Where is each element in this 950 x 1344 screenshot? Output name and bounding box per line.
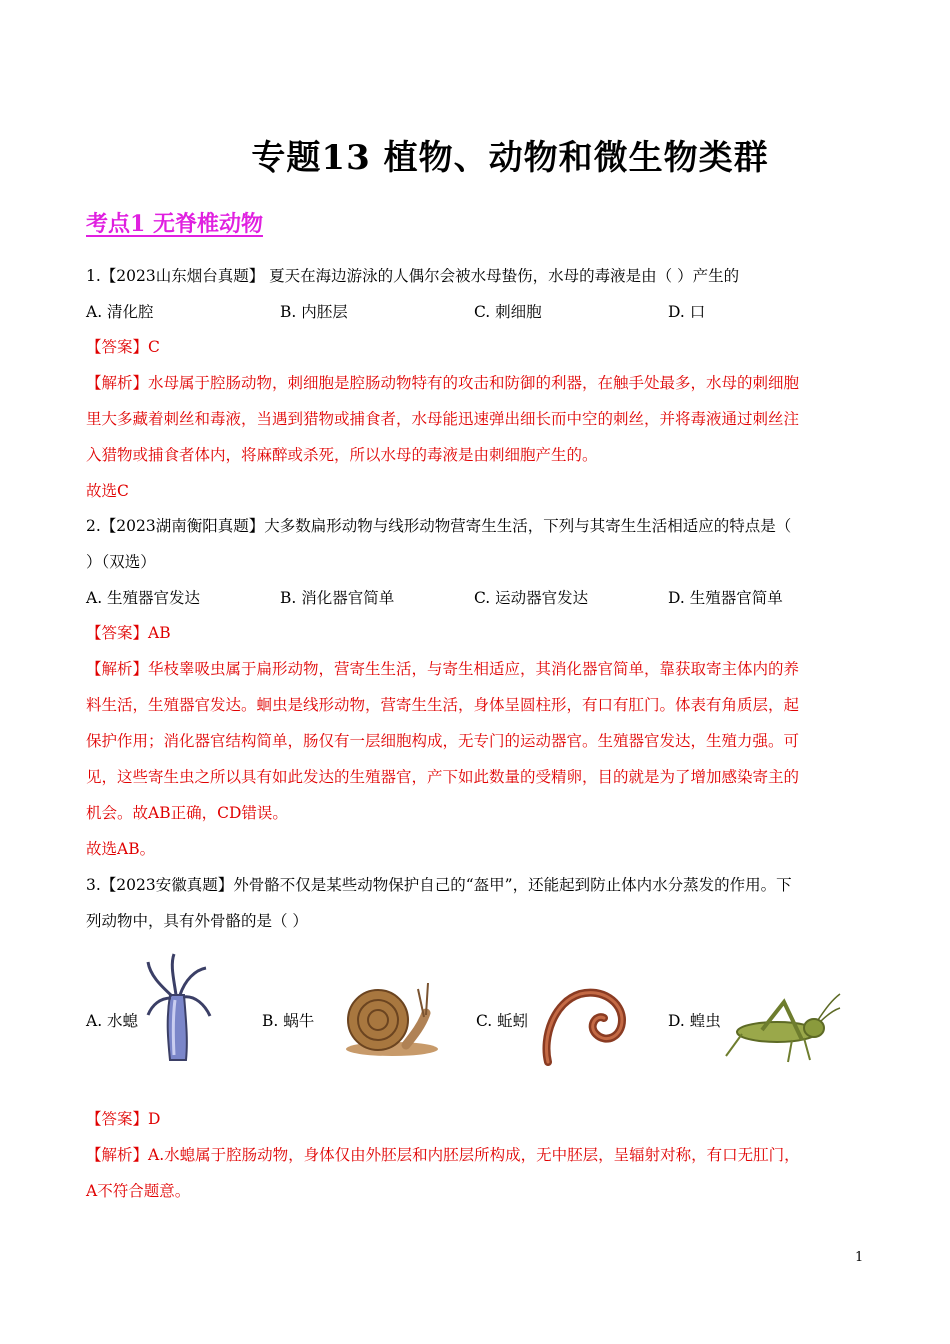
grasshopper-image bbox=[722, 990, 842, 1070]
q1-analysis-line: 入猎物或捕食者体内，将麻醉或杀死，所以水母的毒液是由刺细胞产生的。 bbox=[86, 446, 598, 464]
question-3-stem-cont: 列动物中，具有外骨骼的是（ ） bbox=[86, 912, 308, 930]
q1-analysis-line: 里大多藏着刺丝和毒液，当遇到猎物或捕食者，水母能迅速弹出细长而中空的刺丝，并将毒液通过刺丝注 bbox=[86, 410, 800, 428]
q2-analysis-line: 【解析】华枝睾吸虫属于扁形动物，营寄生生活，与寄生相适应，其消化器官简单，靠获取寄主体内的养 bbox=[86, 660, 800, 678]
q3-analysis-line: A不符合题意。 bbox=[86, 1182, 191, 1200]
question-2-stem: 2.【2023湖南衡阳真题】大多数扁形动物与线形动物营寄生生活，下列与其寄生生活相适应的特点是（ bbox=[86, 517, 792, 535]
page-title: 专题13 植物、动物和微生物类群 bbox=[251, 138, 769, 178]
q2-conclusion: 故选AB。 bbox=[86, 840, 156, 858]
q3-option-a: A. 水螅 bbox=[86, 1012, 139, 1030]
question-1-stem: 1.【2023山东烟台真题】 夏天在海边游泳的人偶尔会被水母蛰伤，水母的毒液是由（ ）产生的 bbox=[86, 267, 740, 285]
q2-analysis-line: 机会。故AB正确，CD错误。 bbox=[86, 804, 288, 822]
q3-option-c: C. 蚯蚓 bbox=[476, 1012, 529, 1030]
q3-answer: 【答案】D bbox=[86, 1110, 161, 1128]
q3-analysis-line: 【解析】A.水螅属于腔肠动物，身体仅由外胚层和内胚层所构成，无中胚层，呈辐射对称，有口无肛门， bbox=[86, 1146, 800, 1164]
section-heading: 考点1 无脊椎动物 bbox=[86, 211, 263, 237]
q1-option-b: B. 内胚层 bbox=[280, 303, 348, 321]
q1-option-a: A. 清化腔 bbox=[86, 303, 154, 321]
hydra-image bbox=[140, 950, 215, 1065]
page-number: 1 bbox=[855, 1250, 864, 1265]
q1-conclusion: 故选C bbox=[86, 482, 129, 500]
q1-answer: 【答案】C bbox=[86, 338, 160, 356]
q2-answer: 【答案】AB bbox=[86, 624, 171, 642]
q2-analysis-line: 见，这些寄生虫之所以具有如此发达的生殖器官，产下如此数量的受精卵，目的就是为了增加感染寄主的 bbox=[86, 768, 800, 786]
q3-option-b: B. 蜗牛 bbox=[262, 1012, 315, 1030]
earthworm-image bbox=[540, 982, 630, 1067]
q3-option-d: D. 蝗虫 bbox=[668, 1012, 721, 1030]
question-2-stem-cont: ）（双选） bbox=[86, 553, 156, 571]
q1-option-c: C. 刺细胞 bbox=[474, 303, 542, 321]
q1-option-d: D. 口 bbox=[668, 303, 706, 321]
question-3-stem: 3.【2023安徽真题】外骨骼不仅是某些动物保护自己的“盔甲”，还能起到防止体内水分蒸发的作用。下 bbox=[86, 876, 792, 894]
q2-option-b: B. 消化器官简单 bbox=[280, 589, 395, 607]
snail-image bbox=[340, 975, 440, 1060]
q2-analysis-line: 保护作用；消化器官结构简单，肠仅有一层细胞构成，无专门的运动器官。生殖器官发达，生殖力强。可 bbox=[86, 732, 800, 750]
q2-option-d: D. 生殖器官简单 bbox=[668, 589, 783, 607]
q1-analysis-line: 【解析】水母属于腔肠动物，刺细胞是腔肠动物特有的攻击和防御的利器，在触手处最多，水母的刺细胞 bbox=[86, 374, 800, 392]
q2-option-a: A. 生殖器官发达 bbox=[86, 589, 201, 607]
q2-option-c: C. 运动器官发达 bbox=[474, 589, 589, 607]
q2-analysis-line: 料生活，生殖器官发达。蛔虫是线形动物，营寄生生活，身体呈圆柱形，有口有肛门。体表有角质层，起 bbox=[86, 696, 800, 714]
